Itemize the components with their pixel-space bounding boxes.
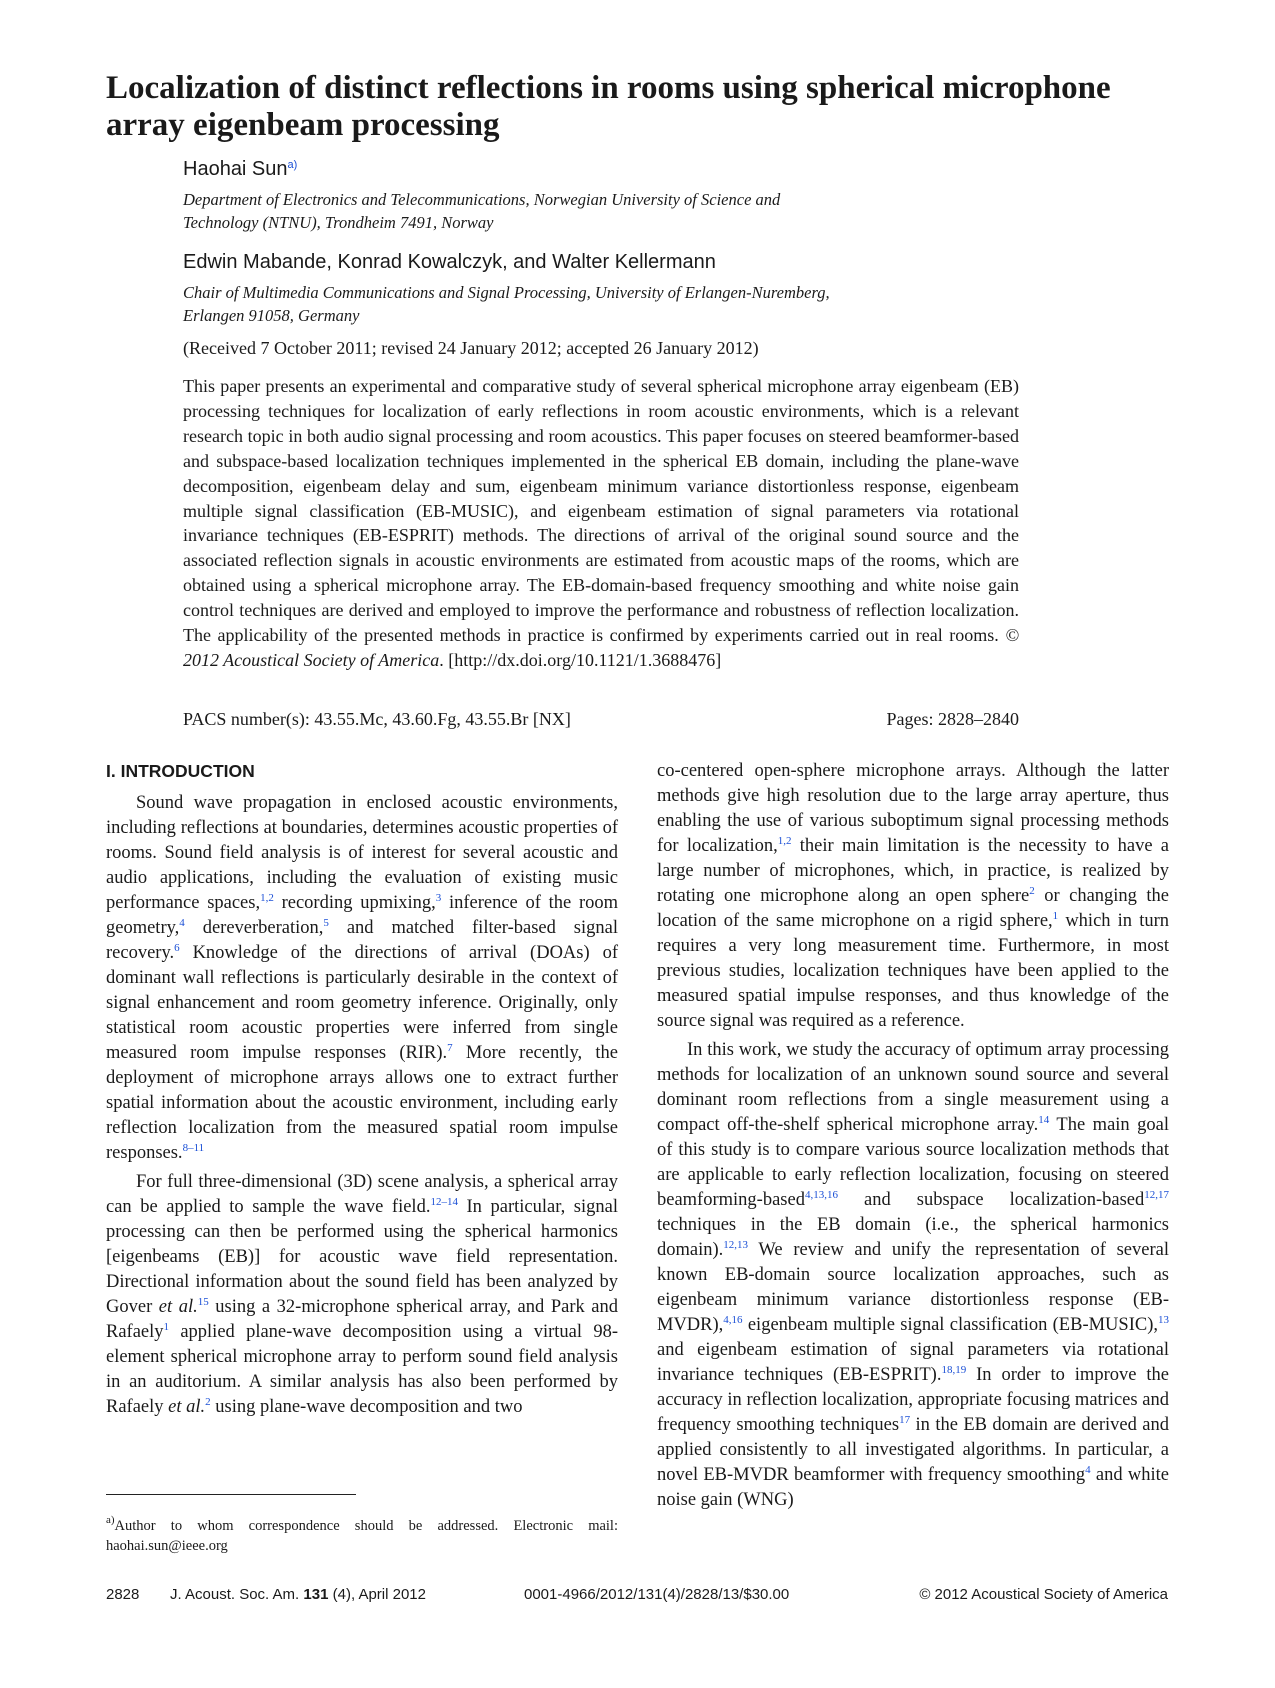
citation-link[interactable]: 1,2 (260, 892, 274, 904)
abstract (183, 374, 1019, 673)
left-column (106, 759, 618, 1420)
affiliation-1-line2: Technology (NTNU), Trondheim 7491, Norway (183, 213, 494, 232)
citation-link[interactable]: 5 (323, 917, 329, 929)
footer-volume: 131 (303, 1586, 329, 1603)
citation-link[interactable]: 8–11 (182, 1142, 205, 1154)
section-heading: I. INTRODUCTION (106, 761, 255, 781)
author-line-1 (183, 158, 297, 181)
affiliation-1-line1: Department of Electronics and Telecommunications, Norwegian University of Science and (183, 190, 781, 209)
intro-paragraph-1: Sound wave propagation in enclosed acoustic environments, including reflections at boundaries, determines acoustic properties of rooms. Sound field analysis is of interest for several acoustic and audio applications, including the evaluation of existing music performance spaces,$^{1,2}$ recording upmixing,$^3$ inference of the room geometry,$^4$ dereverberation,$^5$ and matched filter-based signal recovery.$^6$ Knowledge of the directions of arrival (DOAs) of dominant wall reflections is particularly desirable in the context of signal enhancement and room geometry inference. Originally, only statistical room acoustic properties were inferred from single measured room impulse responses (RIR).$^7$ More recently, the deployment of microphone arrays allows one to extract further spatial information about the acoustic environment, including early reflection localization from the measured spatial room impulse responses.$^{8-11}$ (106, 793, 619, 1163)
footer-issue: (4), April 2012 (332, 1586, 426, 1603)
affiliation-2 (183, 281, 830, 327)
intro-paragraph-4: In this work, we study the accuracy of optimum array processing methods for localization of an unknown sound source and several dominant room reflections from a single measurement using a compact off-the-shelf spherical microphone array.$^{14}$ The main goal of this study is to compare various source localization methods that are applicable to early reflection localization, focusing on steered beamforming-based$^{4,13,16}$ and subspace localization-based$^{12,17}$ techniques in the EB domain (i.e., the spherical harmonics domain).$^{12,13}$ We review and unify the representation of several known EB-domain source localization approaches, such as eigenbeam minimum variance distortionless response (EB-MVDR),$^{4,16}$ eigenbeam multiple signal classification (EB-MUSIC),$^{13}$ and eigenbeam estimation of signal parameters via rotational invariance techniques (EB-ESPRIT).$^{18,19}$ In order to improve the accuracy in reflection localization, appropriate focusing matrices and frequency smoothing techniques$^{17}$ in the EB domain are derived and applied consistently to all investigated algorithms. In particular, a novel EB-MVDR beamformer with frequency smoothing$^4$ and white noise gain (WNG) (657, 1040, 1170, 1510)
citation-link[interactable]: 7 (447, 1042, 453, 1054)
citation-link[interactable]: 6 (174, 942, 180, 954)
footnote (106, 1516, 618, 1556)
footer-copyright: © 2012 Acoustical Society of America (919, 1586, 1168, 1603)
footer-page-number: 2828 (106, 1586, 140, 1603)
citation-link[interactable]: 18,19 (941, 1364, 967, 1376)
citation-link[interactable]: 15 (197, 1296, 209, 1308)
citation-link[interactable]: 14 (1038, 1114, 1050, 1126)
citation-link[interactable]: 12–14 (430, 1196, 458, 1208)
citation-link[interactable]: 1 (163, 1321, 170, 1333)
footer-journal (170, 1586, 426, 1603)
citation-link[interactable]: 2 (1029, 885, 1035, 897)
intro-paragraph-2: For full three-dimensional (3D) scene analysis, a spherical array can be applied to sample the wave field.$^{12-14}$ In particular, signal processing can then be performed using the spherical harmonics [eigenbeams (EB)] for acoustic wave field representation. Directional information about the sound field has been analyzed by Gover et al.$^{15}$ using a 32-microphone spherical array, and Park and Rafaely$^1$ applied plane-wave decomposition using a virtual 98-element spherical microphone array to perform sound field analysis in an auditorium. A similar analysis has also been performed by Rafaely et al.$^2$ using plane-wave decomposition and two (106, 1172, 618, 1417)
citation-link[interactable]: 1,2 (777, 835, 792, 847)
copyright-line: © 2012 Acoustical Society of America (183, 625, 1020, 670)
citation-link[interactable]: 3 (435, 892, 442, 904)
pacs-numbers: PACS number(s): 43.55.Mc, 43.60.Fg, 43.55.Br [NX] (183, 709, 571, 729)
affiliation-1 (183, 188, 780, 234)
author-name: Haohai Sun (183, 158, 288, 180)
intro-paragraph-3: co-centered open-sphere microphone arrays. Although the latter methods give high resolution due to the large array aperture, thus enabling the use of various suboptimum signal processing methods for localization,$^{1,2}$ their main limitation is the necessity to have a large number of microphones, which, in practice, is realized by rotating one microphone along an open sphere$^2$ or changing the location of the same microphone on a rigid sphere,$^1$ which in turn requires a very long measurement time. Furthermore, in most previous studies, localization techniques have been applied to the measured spatial impulse responses, and thus knowledge of the source signal was required as a reference. (657, 761, 1170, 1031)
affiliation-2-line1: Chair of Multimedia Communications and Signal Processing, University of Erlangen-Nuremberg, (183, 283, 830, 302)
citation-link[interactable]: 12,13 (723, 1239, 749, 1251)
footnote-rule (106, 1494, 356, 1495)
citation-link[interactable]: 13 (1158, 1314, 1169, 1326)
page-range: Pages: 2828–2840 (886, 709, 1019, 729)
citation-link[interactable]: 4 (179, 917, 185, 929)
citation-link[interactable]: 12,17 (1144, 1189, 1169, 1201)
footer-journal-name: J. Acoust. Soc. Am. (170, 1586, 300, 1603)
paper-title: Localization of distinct reflections in rooms using spherical microphone array eigenbeam processing (106, 70, 1111, 143)
footnote-mark: a) (106, 1514, 115, 1526)
right-column (657, 759, 1169, 1513)
abstract-text: This paper presents an experimental and comparative study of several spherical microphone array eigenbeam (EB) processing techniques for localization of early reflections in room acoustic environments, which is a relevant research topic in both audio signal processing and room acoustics. This paper focuses on steered beamformer-based and subspace-based localization techniques implemented in the spherical EB domain, including the plane-wave decomposition, eigenbeam delay and sum, eigenbeam minimum variance distortionless response, eigenbeam multiple signal classification (EB-MUSIC), and eigenbeam estimation of signal parameters via rotational invariance techniques (EB-ESPRIT) methods. The directions of arrival of the original sound source and the associated reflection signals in acoustic environments are estimated from acoustic maps of the rooms, which are obtained using a spherical microphone array. The EB-domain-based frequency smoothing and white noise gain control techniques are derived and employed to improve the performance and robustness of reflection localization. The applicability of the presented methods in practice is confirmed by experiments carried out in real rooms. (183, 376, 1019, 646)
footnote-text: Author to whom correspondence should be addressed. Electronic mail: haohai.sun@ieee.org (106, 1518, 618, 1554)
author-footnote-link[interactable]: a) (287, 159, 298, 171)
citation-link[interactable]: 1 (1052, 910, 1059, 922)
affiliation-2-line2: Erlangen 91058, Germany (183, 306, 360, 325)
citation-link[interactable]: 2 (205, 1396, 211, 1408)
author-line-2: Edwin Mabande, Konrad Kowalczyk, and Walter Kellermann (183, 251, 716, 273)
citation-link[interactable]: 4,13,16 (804, 1189, 838, 1201)
citation-link[interactable]: 4 (1085, 1464, 1091, 1476)
received-dates: (Received 7 October 2011; revised 24 January 2012; accepted 26 January 2012) (183, 338, 759, 358)
citation-link[interactable]: 17 (899, 1414, 911, 1426)
footer-code: 0001-4966/2012/131(4)/2828/13/$30.00 (524, 1586, 790, 1603)
doi-link[interactable]: . [http://dx.doi.org/10.1121/1.3688476] (439, 649, 722, 670)
citation-link[interactable]: 4,16 (723, 1314, 743, 1326)
